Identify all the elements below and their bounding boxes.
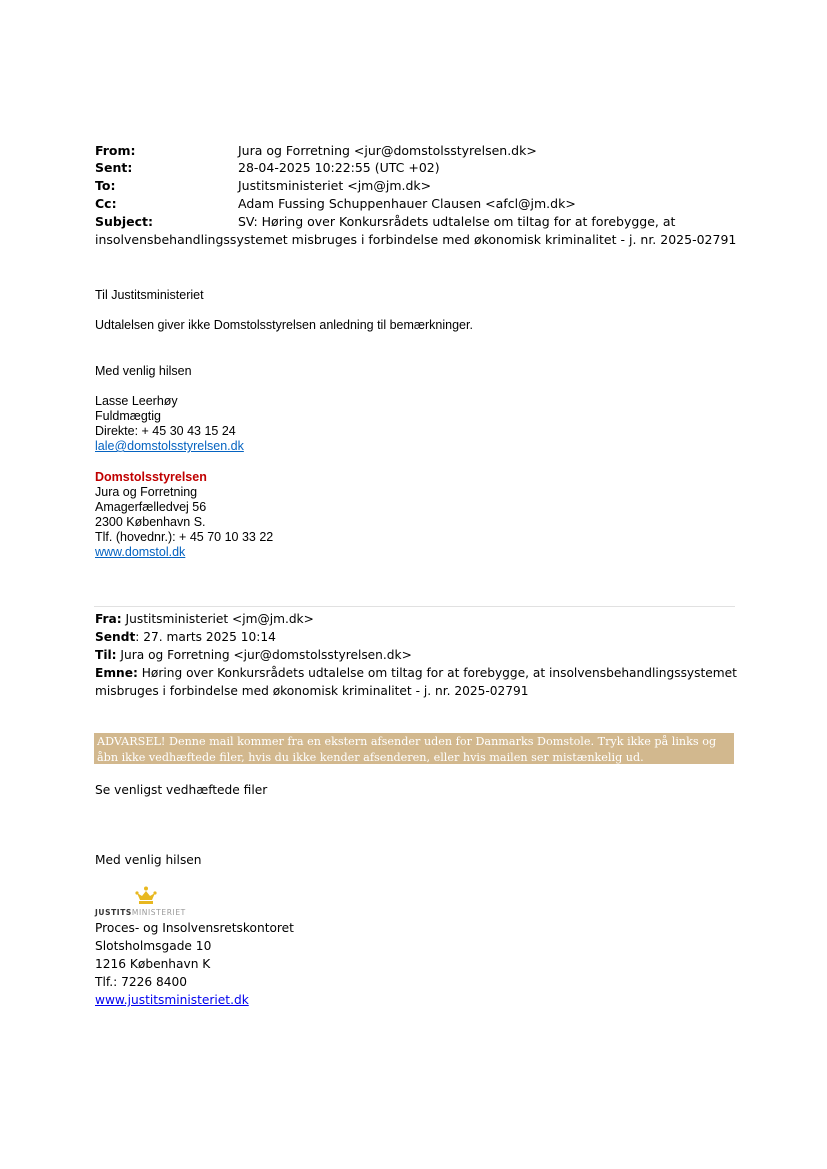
crown-logo-icon	[134, 886, 158, 906]
header-to-label: To:	[95, 178, 116, 193]
signature-org-name: Domstolsstyrelsen	[95, 470, 207, 484]
original-closing: Med venlig hilsen	[95, 853, 202, 867]
signature-street: Amagerfælledvej 56	[95, 500, 207, 514]
ministry-street: Slotsholmsgade 10	[95, 939, 212, 953]
ministry-logo-text: JUSTITSMINISTERIET	[95, 908, 186, 917]
signature-email-link[interactable]: lale@domstolsstyrelsen.dk	[95, 439, 244, 453]
header-to-value: Justitsministeriet <jm@jm.dk>	[238, 178, 432, 193]
signature-website-link[interactable]: www.domstol.dk	[95, 545, 186, 559]
header-subject-value-2: insolvensbehandlingssystemet misbruges i forbindelse med økonomisk kriminalitet - j. nr. 2025-02791	[95, 232, 737, 247]
signature-dept: Jura og Forretning	[95, 485, 198, 499]
header-from-value: Jura og Forretning <jur@domstolsstyrelsen.dk>	[238, 143, 537, 158]
signature-title: Fuldmægtig	[95, 409, 161, 423]
signature-name: Lasse Leerhøy	[95, 394, 178, 408]
original-subject: Emne: Høring over Konkursrådets udtalelse om tiltag for at forebygge, at insolvensbehandlingssystemet	[95, 666, 737, 680]
signature-phone: Tlf. (hovednr.): + 45 70 10 33 22	[95, 530, 274, 544]
original-subject-line-2: misbruges i forbindelse med økonomisk kriminalitet - j. nr. 2025-02791	[95, 684, 529, 698]
reply-body: Udtalelsen giver ikke Domstolsstyrelsen anledning til bemærkninger.	[95, 318, 473, 332]
original-from: Fra: Justitsministeriet <jm@jm.dk>	[95, 612, 314, 626]
ministry-city: 1216 København K	[95, 957, 211, 971]
header-from-label: From:	[95, 143, 136, 158]
original-to: Til: Jura og Forretning <jur@domstolsstyrelsen.dk>	[95, 648, 412, 662]
header-cc-value: Adam Fussing Schuppenhauer Clausen <afcl@jm.dk>	[238, 196, 576, 211]
signature-city: 2300 København S.	[95, 515, 206, 529]
ministry-office: Proces- og Insolvensretskontoret	[95, 921, 294, 935]
external-sender-warning: ADVARSEL! Denne mail kommer fra en ekstern afsender uden for Danmarks Domstole. Tryk ikke på links og åbn ikke vedhæftede filer, hvis du ikke kender afsenderen, eller hvis mailen ser mistænkelig ud.	[94, 733, 734, 764]
header-sent-value: 28-04-2025 10:22:55 (UTC +02)	[238, 160, 440, 175]
ministry-website-link[interactable]: www.justitsministeriet.dk	[95, 993, 249, 1007]
original-body: Se venligst vedhæftede filer	[95, 783, 268, 797]
reply-greeting: Til Justitsministeriet	[95, 288, 204, 302]
header-subject-value-1: SV: Høring over Konkursrådets udtalelse om tiltag for at forebygge, at	[238, 214, 676, 229]
header-subject-label: Subject:	[95, 214, 153, 229]
reply-closing: Med venlig hilsen	[95, 364, 192, 378]
original-sent: Sendt: 27. marts 2025 10:14	[95, 630, 276, 644]
header-sent-label: Sent:	[95, 160, 133, 175]
header-cc-label: Cc:	[95, 196, 117, 211]
ministry-phone: Tlf.: 7226 8400	[95, 975, 187, 989]
signature-direct-phone: Direkte: + 45 30 43 15 24	[95, 424, 236, 438]
quote-separator	[94, 606, 735, 607]
